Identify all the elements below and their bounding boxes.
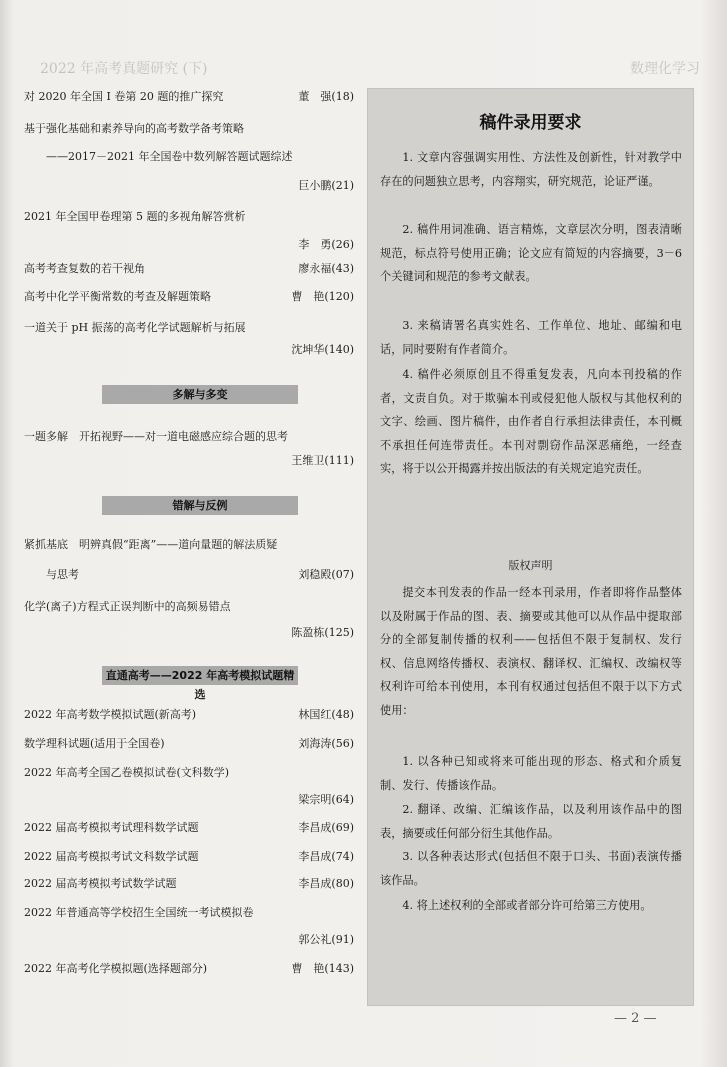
toc-title: 2021 年全国甲卷理第 5 题的多视角解答赏析 [24, 210, 246, 223]
toc-title: 高考考查复数的若干视角 [24, 262, 145, 275]
toc-author: 李昌成(69) [298, 821, 354, 834]
faint-header-right: 数理化学习 [630, 61, 700, 77]
toc-entry[interactable] [24, 538, 354, 582]
copyright-title: 版权声明 [508, 559, 553, 572]
toc-author: 曹 艳(120) [291, 290, 354, 303]
page-number: — 2 — [614, 1011, 657, 1026]
toc-title: 2022 年高考数学模拟试题(新高考) [24, 708, 197, 721]
table-of-contents [24, 88, 354, 988]
toc-subtitle: ——2017－2021 年全国卷中数列解答题试题综述 [46, 150, 293, 163]
toc-title: 数学理科试题(适用于全国卷) [24, 737, 165, 750]
toc-author: 李昌成(80) [298, 877, 354, 890]
toc-entry[interactable] [24, 766, 354, 806]
toc-author: 刘海涛(56) [298, 737, 354, 750]
toc-entry[interactable] [24, 708, 354, 722]
toc-title: 2022 年普通高等学校招生全国统一考试模拟卷 [24, 906, 254, 919]
toc-title: 2022 年高考全国乙卷模拟试卷(文科数学) [24, 766, 230, 779]
toc-entry[interactable] [24, 737, 354, 751]
toc-title: 2022 年高考化学模拟题(选择题部分) [24, 962, 208, 975]
toc-entry[interactable] [24, 321, 354, 356]
toc-title: 2022 届高考模拟考试数学试题 [24, 877, 177, 890]
toc-author: 郭公礼(91) [298, 933, 354, 946]
toc-author: 巨小鹏(21) [298, 179, 354, 192]
toc-author: 李 勇(26) [298, 238, 354, 251]
requirement-paragraph: 3. 来稿请署名真实姓名、工作单位、地址、邮编和电话，同时要附有作者简介。 [380, 319, 682, 356]
toc-subtitle: 与思考 [46, 568, 79, 581]
faint-header-left: 2022 年高考真题研究 (下) [40, 61, 208, 77]
requirement-paragraph: 1. 文章内容强调实用性、方法性及创新性，针对教学中存在的问题独立思考，内容翔实，研究规范，论证严谨。 [380, 151, 682, 188]
box-title: 稿件录用要求 [479, 113, 582, 133]
section-banner: 多解与多变 [102, 385, 298, 404]
toc-entry[interactable] [24, 877, 354, 891]
toc-title: 一题多解 开拓视野——对一道电磁感应综合题的思考 [24, 430, 288, 443]
section-banner: 直通高考——2022 年高考模拟试题精选 [102, 666, 298, 685]
toc-title: 2022 届高考模拟考试文科数学试题 [24, 850, 199, 863]
copyright-paragraph: 4. 将上述权利的全部或者部分许可给第三方使用。 [402, 899, 652, 912]
toc-author: 林国红(48) [298, 708, 354, 721]
toc-title: 紧抓基底 明辨真假“距离”——道向量题的解法质疑 [24, 538, 278, 551]
toc-entry[interactable] [24, 90, 354, 104]
toc-author: 廖永福(43) [298, 262, 354, 275]
toc-entry[interactable] [24, 850, 354, 864]
requirement-paragraph: 4. 稿件必须原创且不得重复发表，凡向本刊投稿的作者，文责自负。对于欺骗本刊或侵犯他人版权与其他权利的文字、绘画、图片稿件，由作者自行承担法律责任，本刊概不承担任何连带责任。本刊对剽窃作品深恶痛绝，一经查实，将于以公开揭露并按出版法的有关规定追究责任。 [380, 368, 682, 475]
toc-author: 沈坤华(140) [291, 343, 354, 356]
toc-entry[interactable] [24, 290, 354, 304]
toc-entry[interactable] [24, 210, 354, 251]
toc-entry[interactable] [24, 821, 354, 835]
copyright-paragraph: 1. 以各种已知或将来可能出现的形态、格式和介质复制、发行、传播该作品。 [380, 755, 682, 792]
copyright-paragraph: 3. 以各种表达形式(包括但不限于口头、书面)表演传播该作品。 [380, 850, 682, 887]
toc-author: 王维卫(111) [291, 454, 354, 467]
toc-author: 曹 艳(143) [291, 962, 354, 975]
toc-entry[interactable] [24, 962, 354, 976]
toc-author: 梁宗明(64) [298, 793, 354, 806]
toc-author: 李昌成(74) [298, 850, 354, 863]
submission-requirements-box [367, 88, 694, 1006]
section-banner: 错解与反例 [102, 496, 298, 515]
toc-entry[interactable] [24, 906, 354, 946]
toc-title: 一道关于 pH 振荡的高考化学试题解析与拓展 [24, 321, 246, 334]
toc-title: 高考中化学平衡常数的考查及解题策略 [24, 290, 211, 303]
toc-title: 2022 届高考模拟考试理科数学试题 [24, 821, 199, 834]
faint-header-strip [40, 58, 700, 80]
copyright-paragraph: 2. 翻译、改编、汇编该作品，以及利用该作品中的图表，摘要或任何部分衍生其他作品。 [380, 803, 682, 840]
toc-author: 董 强(18) [298, 90, 354, 103]
requirement-paragraph: 2. 稿件用词准确、语言精炼，文章层次分明，图表清晰规范，标点符号使用正确；论文应有简短的内容摘要，3－6 个关键词和规范的参考文献表。 [380, 223, 682, 283]
toc-author: 刘稳殿(07) [298, 568, 354, 581]
toc-entry[interactable] [24, 122, 354, 192]
toc-title: 对 2020 年全国 Ⅰ 卷第 20 题的推广探究 [24, 90, 224, 103]
toc-author: 陈盈栋(125) [291, 626, 354, 639]
toc-entry[interactable] [24, 262, 354, 276]
copyright-paragraph: 提交本刊发表的作品一经本刊录用，作者即将作品整体以及附属于作品的图、表、摘要或其他可以从作品中提取部分的全部复制传播的权利——包括但不限于复制权、发行权、信息网络传播权、表演权、翻译权、汇编权、改编权等权利许可给本刊使用，本刊有权通过包括但不限于以下方式使用： [380, 586, 682, 717]
toc-entry[interactable] [24, 600, 354, 639]
toc-entry[interactable] [24, 430, 354, 467]
toc-title: 化学(离子)方程式正误判断中的高频易错点 [24, 600, 231, 613]
toc-title: 基于强化基础和素养导向的高考数学备考策略 [24, 122, 244, 135]
